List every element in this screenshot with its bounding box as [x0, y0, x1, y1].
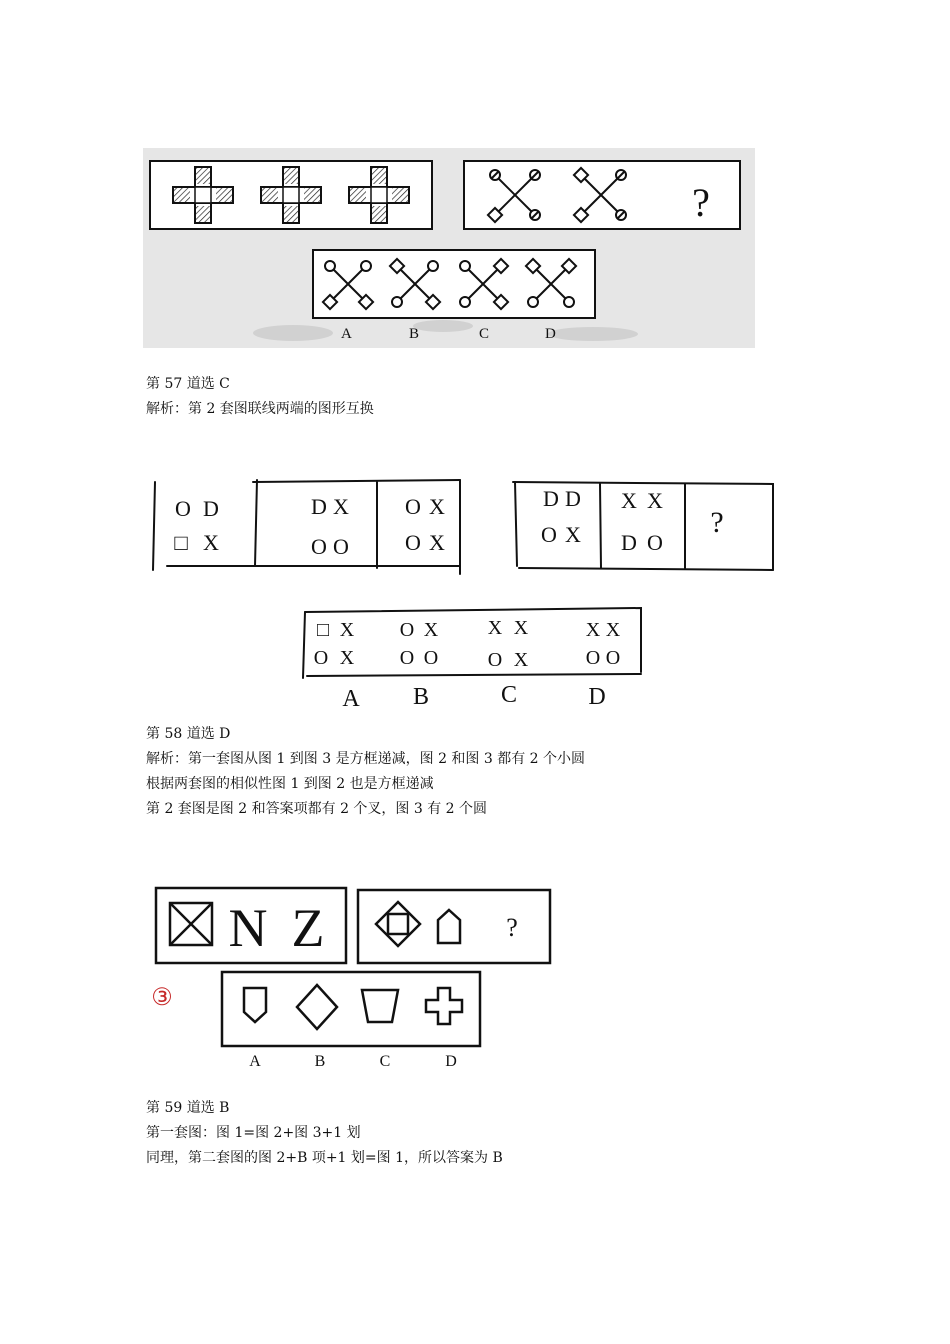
q58-set1-fig2-sym2: X — [333, 494, 349, 519]
q58-option-b-sym2: X — [423, 619, 439, 641]
q57-option-label-a: A — [341, 326, 352, 342]
q57-options-box — [313, 250, 595, 318]
q58-explanation-line-3: 第 2 套图是图 2 和答案项都有 2 个叉，图 3 有 2 个圆 — [146, 801, 488, 817]
q59-number-mark: ③ — [151, 985, 173, 1011]
q59-option-label-a: A — [249, 1053, 261, 1070]
q58-option-a-sym1: □ — [316, 619, 330, 641]
q58-figure — [145, 470, 805, 720]
q58-option-c-sym3: O — [487, 649, 503, 671]
q59-set1-glyph-n: N — [228, 898, 268, 958]
q58-option-a-sym4: X — [339, 647, 355, 669]
q58-set1-fig1-sym4: X — [203, 530, 219, 555]
q58-explanation-line-1: 解析：第一套图从图 1 到图 3 是方框递减，图 2 和图 3 都有 2 个小圆 — [146, 751, 586, 767]
q58-set1-fig1-sym2: D — [203, 496, 219, 521]
q58-option-label-d: D — [588, 684, 606, 710]
q57-figure — [143, 148, 755, 348]
q58-option-c-sym2: X — [513, 617, 529, 639]
q59-answer: 第 59 道选 B — [146, 1100, 230, 1116]
q58-option-b-sym3: O — [399, 647, 415, 669]
q58-option-d-sym4: O — [605, 647, 621, 669]
q58-option-c-sym4: X — [513, 649, 529, 671]
q58-option-label-a: A — [342, 686, 360, 712]
q58-option-label-c: C — [500, 682, 518, 708]
q57-question-mark: ? — [692, 180, 710, 225]
q59-option-label-b: B — [314, 1053, 326, 1070]
q58-answer: 第 58 道选 D — [146, 726, 231, 742]
q58-set1-fig2-sym3: O — [311, 534, 327, 559]
q59-option-label-c: C — [379, 1053, 391, 1070]
q58-set1-fig1-sym1: O — [175, 496, 191, 521]
q58-option-c-sym1: X — [487, 617, 503, 639]
q58-set2-fig1-sym3: O — [541, 522, 557, 547]
q59-option-label-d: D — [445, 1053, 457, 1070]
q57-answer: 第 57 道选 C — [146, 376, 230, 392]
q57-option-label-c: C — [479, 326, 490, 342]
q58-set2-fig1-sym2: D — [565, 486, 581, 511]
q58-option-d-sym3: O — [585, 647, 601, 669]
q59-set1-glyph-z: Z — [291, 898, 325, 958]
q59-explanation-line-1: 第一套图：图 1=图 2+图 3+1 划 — [146, 1125, 361, 1141]
q58-set1-fig3-sym2: X — [429, 494, 445, 519]
q58-set1-fig3-sym3: O — [405, 530, 421, 555]
q57-explanation: 解析：第 2 套图联线两端的图形互换 — [146, 401, 374, 417]
q58-question-mark: ? — [710, 506, 724, 539]
q57-option-label-d: D — [545, 326, 556, 342]
q58-set2-fig1-sym1: D — [543, 486, 559, 511]
q58-option-b-sym1: O — [399, 619, 415, 641]
q58-set2-fig1-sym4: X — [565, 522, 581, 547]
q58-option-a-sym2: X — [339, 619, 355, 641]
q58-explanation-line-2: 根据两套图的相似性图 1 到图 2 也是方框递减 — [146, 776, 434, 792]
q58-option-d-sym1: X — [585, 619, 601, 641]
q58-set2-fig2-sym1: X — [621, 488, 637, 513]
q58-set2-fig2-sym3: D — [621, 530, 637, 555]
q58-set1-fig2-sym4: O — [333, 534, 349, 559]
q58-set2-fig2-sym4: O — [647, 530, 663, 555]
q57-option-label-b: B — [409, 326, 420, 342]
q59-figure — [140, 880, 560, 1075]
q59-question-mark: ? — [506, 913, 518, 942]
q58-option-b-sym4: O — [423, 647, 439, 669]
q58-option-a-sym3: O — [313, 647, 329, 669]
q58-set1-fig1-sym3: □ — [174, 530, 188, 555]
q59-explanation-line-2: 同理，第二套图的图 2+B 项+1 划=图 1，所以答案为 B — [146, 1150, 503, 1166]
q58-set1-fig3-sym4: X — [429, 530, 445, 555]
q58-set1-fig3-sym1: O — [405, 494, 421, 519]
q58-option-d-sym2: X — [605, 619, 621, 641]
q58-option-label-b: B — [412, 684, 430, 710]
q59-options-box — [222, 972, 480, 1046]
q58-set1-fig2-sym1: D — [311, 494, 327, 519]
q58-set2-fig2-sym2: X — [647, 488, 663, 513]
